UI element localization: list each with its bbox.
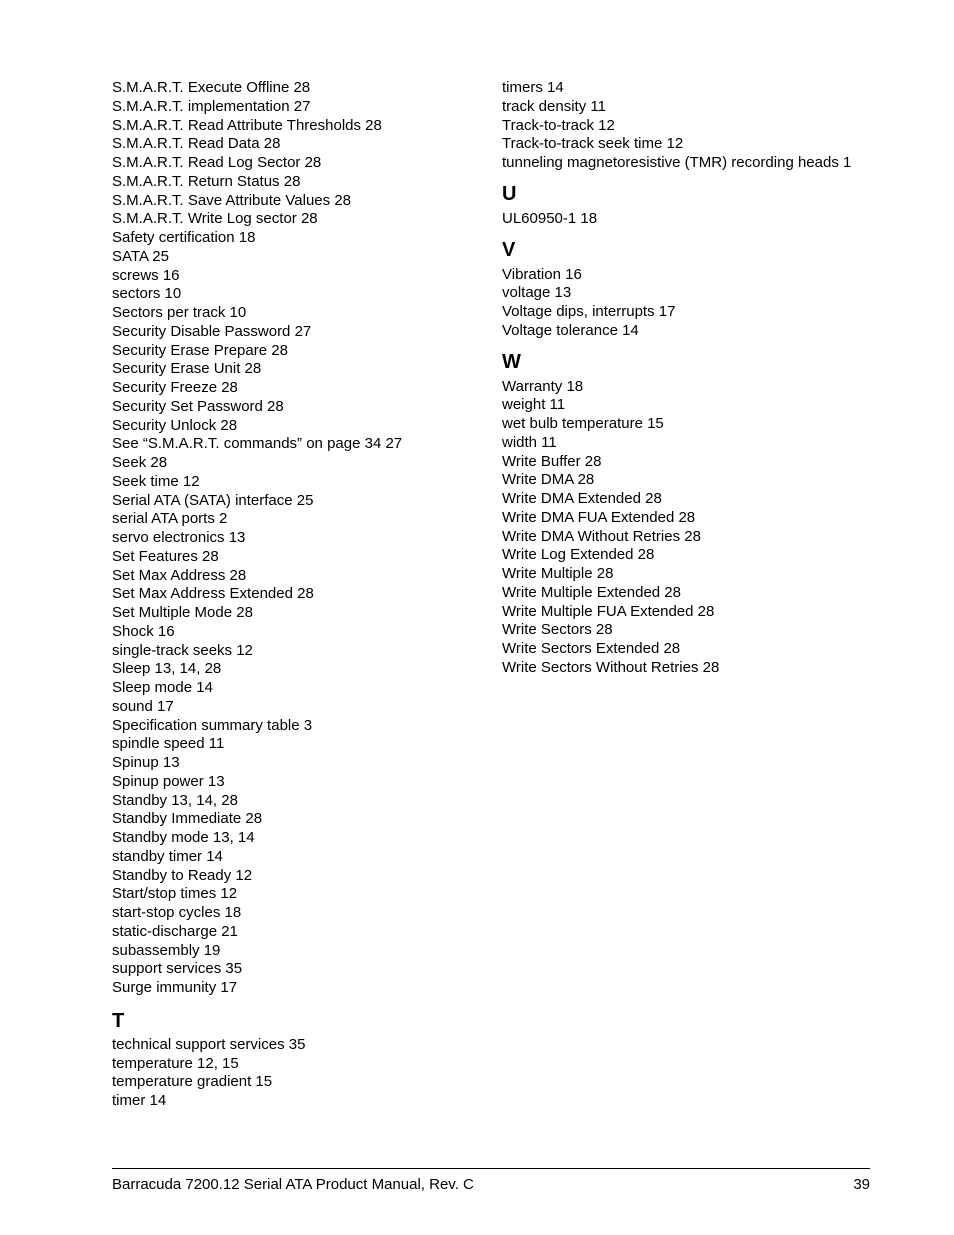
index-entry: Standby mode 13, 14 [112, 829, 255, 846]
index-entry: Security Unlock 28 [112, 416, 238, 434]
index-entry: Write DMA Extended 28 [502, 490, 662, 507]
index-entry: Serial ATA (SATA) interface 25 [112, 491, 314, 509]
index-entry: Seek time 12 [112, 472, 200, 490]
index-entry: Write Multiple 28 [502, 565, 614, 582]
index-entry: Set Features 28 [112, 547, 219, 565]
index-entry: width 11 [502, 433, 557, 451]
index-entry: serial ATA ports 2 [112, 510, 228, 528]
index-entry: Write DMA Without Retries 28 [502, 527, 701, 545]
index-entry: Sleep mode 14 [112, 679, 213, 696]
index-entry: sound 17 [112, 697, 174, 715]
index-group-t [112, 1036, 482, 1111]
index-entry: Shock 16 [112, 622, 175, 640]
index-entry: support services 35 [112, 960, 243, 978]
index-entry: timers 14 [502, 79, 564, 96]
index-entry: standby timer 14 [112, 847, 223, 865]
index-entry: wet bulb temperature 15 [502, 415, 664, 432]
index-group-w [502, 378, 882, 678]
index-entry: Track-to-track seek time 12 [502, 135, 684, 153]
index-entry: Voltage tolerance 14 [502, 321, 639, 339]
index-entry: Write Sectors Without Retries 28 [502, 658, 720, 676]
index-entry: temperature 12, 15 [112, 1054, 239, 1072]
index-entry: static-discharge 21 [112, 922, 238, 940]
index-entry: Security Disable Password 27 [112, 322, 312, 340]
index-entry: See “S.M.A.R.T. commands” on page 34 27 [112, 435, 403, 453]
index-entry: Write Multiple FUA Extended 28 [502, 602, 715, 620]
index-entry: spindle speed 11 [112, 735, 225, 753]
index-entry: Voltage dips, interrupts 17 [502, 303, 676, 320]
index-entry: Standby Immediate 28 [112, 810, 263, 828]
index-entry: Safety certification 18 [112, 229, 256, 246]
index-left-column [112, 79, 482, 1111]
index-right-column [502, 79, 882, 678]
index-entry: S.M.A.R.T. Read Attribute Thresholds 28 [112, 116, 382, 134]
index-entry: voltage 13 [502, 284, 572, 302]
index-entry: subassembly 19 [112, 941, 221, 959]
index-entry: Write DMA FUA Extended 28 [502, 508, 696, 526]
index-entry: Start/stop times 12 [112, 885, 238, 903]
index-group-t-continued [502, 79, 882, 173]
index-entry: servo electronics 13 [112, 529, 246, 546]
index-entry: Write Multiple Extended 28 [502, 583, 681, 601]
index-heading-u: U [502, 182, 517, 205]
index-entry: UL60950-1 18 [502, 209, 598, 227]
index-entry: Security Erase Prepare 28 [112, 341, 288, 359]
index-entry: technical support services 35 [112, 1035, 306, 1053]
index-entry: S.M.A.R.T. Return Status 28 [112, 172, 301, 190]
index-entry: Track-to-track 12 [502, 116, 615, 134]
index-group-v [502, 266, 882, 341]
index-entry: Warranty 18 [502, 377, 584, 395]
index-heading-t: T [112, 1009, 125, 1032]
index-entry: S.M.A.R.T. Read Log Sector 28 [112, 154, 322, 171]
index-group-s [112, 79, 482, 998]
index-entry: Write Buffer 28 [502, 452, 602, 470]
index-entry: Write Sectors 28 [502, 621, 613, 639]
index-entry: Write Sectors Extended 28 [502, 640, 681, 657]
index-entry: S.M.A.R.T. Save Attribute Values 28 [112, 191, 352, 209]
footer-document-title: Barracuda 7200.12 Serial ATA Product Manual, Rev. C [112, 1176, 474, 1193]
index-entry: Set Max Address Extended 28 [112, 585, 314, 603]
footer-page-number: 39 [853, 1176, 870, 1193]
index-entry: weight 11 [502, 396, 566, 414]
index-heading-w: W [502, 350, 521, 373]
index-entry: SATA 25 [112, 247, 169, 265]
index-entry: Spinup 13 [112, 754, 180, 771]
index-entry: screws 16 [112, 266, 180, 284]
index-heading-v: V [502, 238, 516, 261]
index-entry: track density 11 [502, 97, 606, 115]
index-entry: Sleep 13, 14, 28 [112, 660, 222, 678]
index-entry: temperature gradient 15 [112, 1073, 273, 1091]
index-entry: sectors 10 [112, 285, 182, 303]
index-entry: start-stop cycles 18 [112, 904, 242, 921]
footer-divider [112, 1168, 870, 1169]
index-entry: Sectors per track 10 [112, 304, 247, 321]
index-entry: timer 14 [112, 1092, 167, 1109]
index-entry: S.M.A.R.T. Write Log sector 28 [112, 210, 318, 228]
index-entry: Write DMA 28 [502, 471, 595, 489]
index-entry: Spinup power 13 [112, 772, 225, 790]
index-entry: Standby to Ready 12 [112, 866, 253, 884]
index-entry: tunneling magnetoresistive (TMR) recording heads 1 [502, 154, 852, 171]
index-entry: Specification summary table 3 [112, 716, 313, 734]
index-entry: Vibration 16 [502, 265, 582, 283]
index-entry: Write Log Extended 28 [502, 546, 655, 564]
index-entry: S.M.A.R.T. implementation 27 [112, 97, 311, 115]
index-entry: S.M.A.R.T. Execute Offline 28 [112, 79, 311, 96]
index-entry: single-track seeks 12 [112, 641, 253, 659]
index-entry: Security Erase Unit 28 [112, 360, 262, 378]
index-entry: Standby 13, 14, 28 [112, 791, 238, 809]
index-entry: S.M.A.R.T. Read Data 28 [112, 135, 281, 153]
index-entry: Security Freeze 28 [112, 379, 238, 396]
index-group-u [502, 210, 882, 229]
index-entry: Seek 28 [112, 454, 168, 471]
index-entry: Set Max Address 28 [112, 566, 247, 584]
index-entry: Security Set Password 28 [112, 397, 284, 415]
index-entry: Set Multiple Mode 28 [112, 604, 253, 621]
index-entry: Surge immunity 17 [112, 979, 238, 996]
